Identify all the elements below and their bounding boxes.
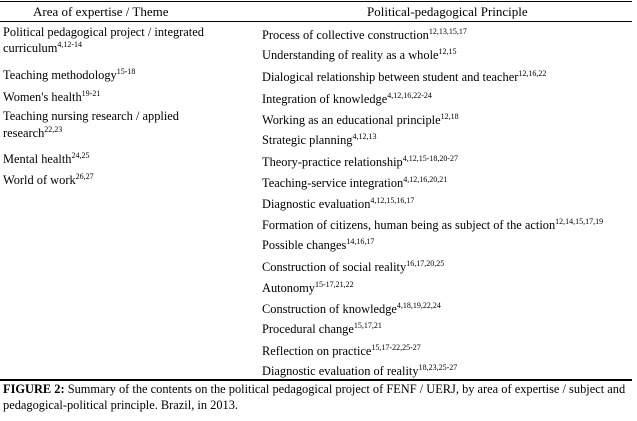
principle-item: Working as an educational principle$^{12,18}$: [262, 112, 459, 127]
area-item: Mental health$^{24,25}$: [3, 151, 90, 166]
principle-item: Theory-practice relationship$^{4,12,15-18,20-27}$: [262, 154, 459, 169]
header-political-pedagogical-principle: Political-pedagogical Principle: [367, 4, 528, 19]
principle-item: Construction of social reality$^{16,17,20,25}$: [262, 259, 445, 274]
header-area-of-expertise: Area of expertise / Theme: [33, 4, 169, 19]
principle-item: Procedural change$^{15,17,21}$: [262, 321, 382, 336]
principle-item: Reflection on practice$^{15,17-22,25-27}$: [262, 343, 421, 358]
header-bottom-rule: [0, 21, 632, 22]
principle-item: Construction of knowledge$^{4,18,19,22,24}$: [262, 301, 441, 316]
principle-item: Process of collective construction$^{12,13,15,17}$: [262, 27, 467, 42]
area-item: World of work$^{26,27}$: [3, 172, 94, 187]
principle-item: Diagnostic evaluation of reality$^{18,23,25-27}$: [262, 363, 458, 378]
area-item: Teaching methodology$^{15-18}$: [3, 67, 136, 82]
area-item: Political pedagogical project / integrated: [3, 25, 204, 39]
area-item: curriculum$^{4,12-14}$: [3, 40, 83, 55]
principle-item: Diagnostic evaluation$^{4,12,15,16,17}$: [262, 196, 415, 211]
figure-caption: [3, 381, 631, 413]
principle-item: Autonomy$^{15-17,21,22}$: [262, 280, 354, 295]
principle-item: Integration of knowledge$^{4,12,16,22-24}$: [262, 91, 432, 106]
principle-item: Dialogical relationship between student and teacher$^{12,16,22}$: [262, 69, 547, 84]
area-item: Teaching nursing research / applied: [3, 109, 179, 123]
table-top-rule: [0, 1, 632, 2]
caption-text: Summary of the contents on the political pedagogical project of FENF / UERJ, by area of expertise / subject and pedagogical-political principle. Brazil, in 2013.: [3, 382, 626, 412]
principle-item: Teaching-service integration$^{4,12,16,20,21}$: [262, 175, 448, 190]
principle-item: Strategic planning$^{4,12,13}$: [262, 132, 377, 147]
principle-item: Possible changes$^{14,16,17}$: [262, 237, 375, 252]
principle-item: Formation of citizens, human being as subject of the action$^{12,14,15,17,19}$: [262, 217, 604, 232]
area-item: Women's health$^{19-21}$: [3, 89, 101, 104]
caption-label: FIGURE 2:: [3, 382, 65, 396]
area-item: research$^{22,23}$: [3, 125, 63, 140]
principle-item: Understanding of reality as a whole$^{12,15}$: [262, 47, 457, 62]
